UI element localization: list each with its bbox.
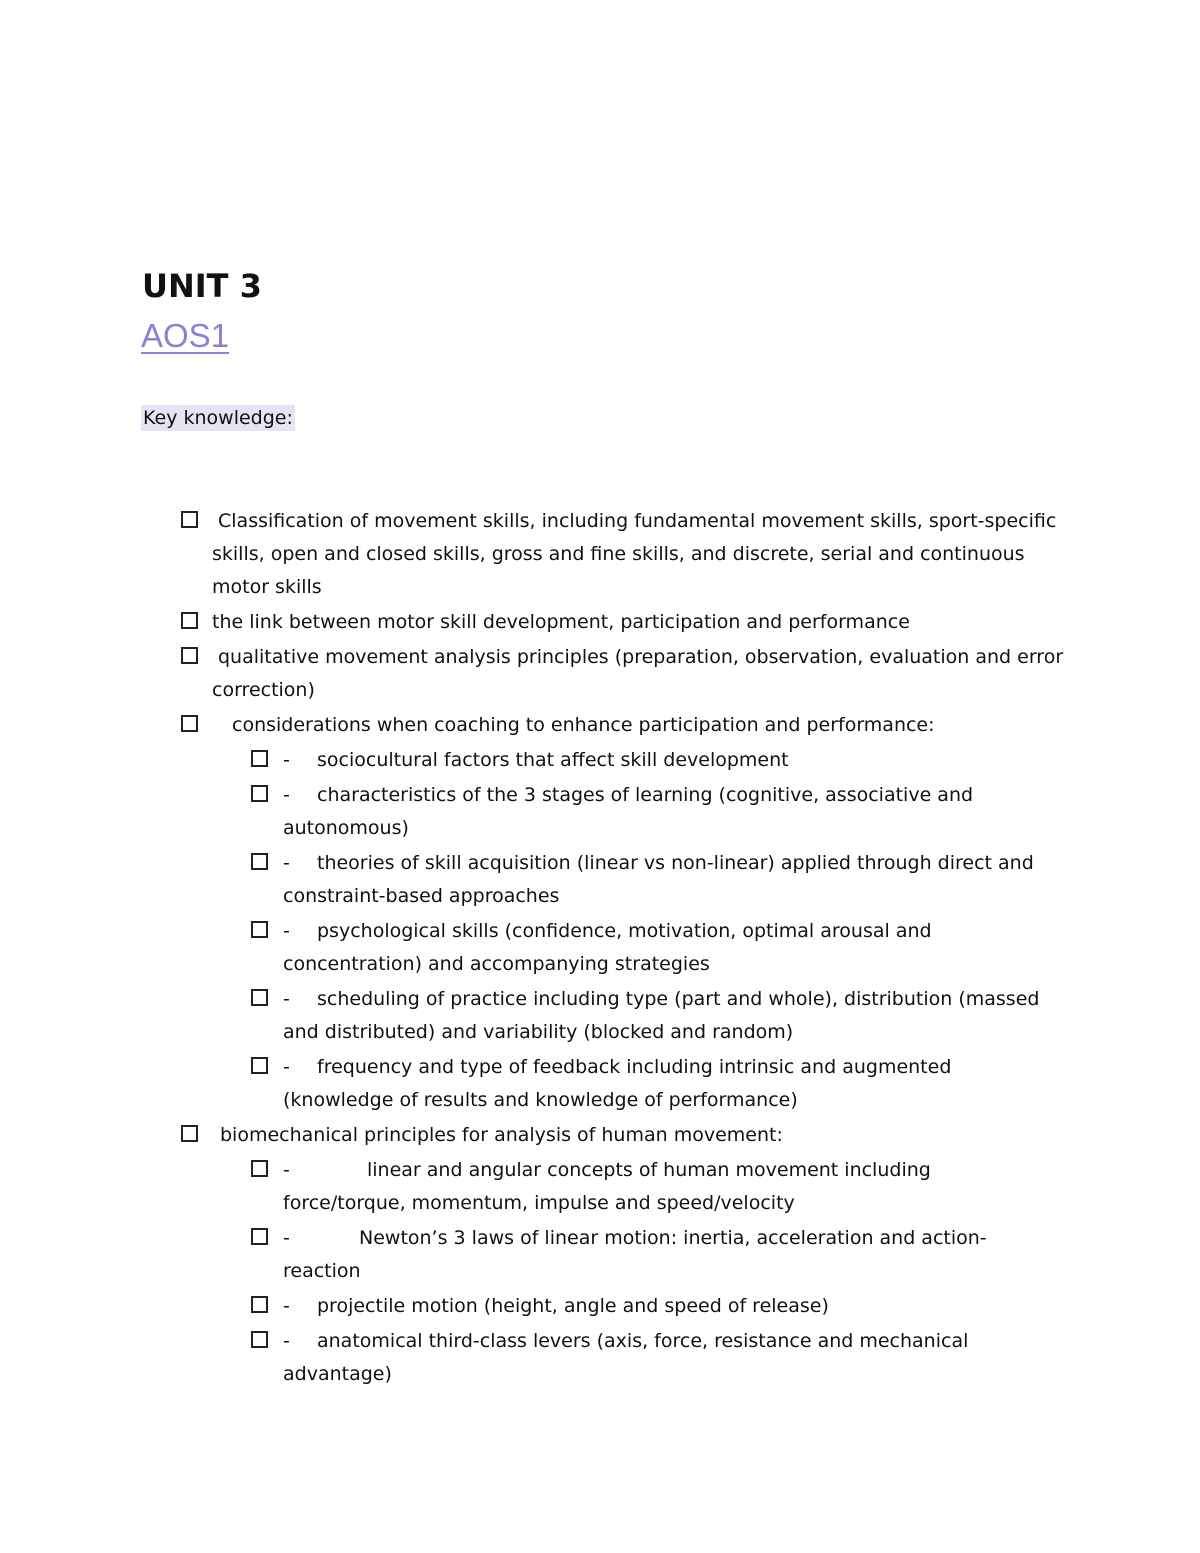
list-item-text: Classification of movement skills, including fundamental movement skills, sport-specific skills, open and closed skills, gross and fine skills, and discrete, serial and continuous motor skills: [212, 510, 1057, 598]
list-subitem: [0, 1154, 1053, 1220]
list-item: [0, 1119, 1072, 1152]
dash-marker: -: [283, 749, 290, 771]
dash-marker: -: [283, 1227, 290, 1249]
list-item-text: psychological skills (confidence, motivation, optimal arousal and concentration) and accompanying strategies: [283, 920, 932, 975]
checkbox-icon[interactable]: [251, 989, 268, 1006]
list-item-text: linear and angular concepts of human movement including force/torque, momentum, impulse and speed/velocity: [283, 1159, 931, 1214]
checkbox-icon[interactable]: [251, 853, 268, 870]
aos-heading: AOS1: [141, 317, 230, 354]
list-item: [0, 606, 1072, 639]
key-knowledge-list: [0, 505, 1200, 1393]
list-item-text: scheduling of practice including type (part and whole), distribution (massed and distributed) and variability (blocked and random): [283, 988, 1040, 1043]
list-item-text: sociocultural factors that affect skill development: [317, 749, 789, 771]
checkbox-icon[interactable]: [251, 1228, 268, 1245]
list-item: [0, 505, 1072, 604]
list-subitem: [0, 1290, 1053, 1323]
list-item-text: theories of skill acquisition (linear vs non-linear) applied through direct and constraint-based approaches: [283, 852, 1034, 907]
list-item-text: anatomical third-class levers (axis, force, resistance and mechanical advantage): [283, 1330, 969, 1385]
dash-marker: -: [283, 920, 290, 942]
dash-marker: -: [283, 1295, 290, 1317]
list-item-text: the link between motor skill development, participation and performance: [212, 611, 910, 633]
checkbox-icon[interactable]: [251, 1296, 268, 1313]
unit-heading: UNIT 3: [142, 267, 262, 305]
list-item-text: characteristics of the 3 stages of learning (cognitive, associative and autonomous): [283, 784, 974, 839]
list-subitem: [0, 1325, 1053, 1391]
checkbox-icon[interactable]: [251, 921, 268, 938]
list-item-text: projectile motion (height, angle and speed of release): [317, 1295, 829, 1317]
list-item-text: considerations when coaching to enhance participation and performance:: [232, 714, 935, 736]
list-item: [0, 641, 1072, 707]
key-knowledge-label: Key knowledge:: [143, 407, 293, 429]
list-subitem: [0, 847, 1053, 913]
dash-marker: -: [283, 852, 290, 874]
list-subitem: [0, 744, 1053, 777]
dash-marker: -: [283, 988, 290, 1010]
list-subitem: [0, 983, 1053, 1049]
list-item-text: Newton’s 3 laws of linear motion: inertia, acceleration and action-reaction: [283, 1227, 987, 1282]
checkbox-icon[interactable]: [181, 715, 198, 732]
dash-marker: -: [283, 1056, 290, 1078]
list-item-text: biomechanical principles for analysis of human movement:: [220, 1124, 783, 1146]
checkbox-icon[interactable]: [251, 1160, 268, 1177]
checkbox-icon[interactable]: [251, 1057, 268, 1074]
checkbox-icon[interactable]: [181, 612, 198, 629]
checkbox-icon[interactable]: [251, 750, 268, 767]
list-item: [0, 709, 1072, 742]
list-subitem: [0, 1051, 1053, 1117]
list-subitem: [0, 915, 1053, 981]
checkbox-icon[interactable]: [251, 1331, 268, 1348]
list-subitem: [0, 1222, 1053, 1288]
checkbox-icon[interactable]: [181, 1125, 198, 1142]
dash-marker: -: [283, 784, 290, 806]
checkbox-icon[interactable]: [251, 785, 268, 802]
checkbox-icon[interactable]: [181, 511, 198, 528]
checkbox-icon[interactable]: [181, 647, 198, 664]
dash-marker: -: [283, 1159, 290, 1181]
list-subitem: [0, 779, 1053, 845]
dash-marker: -: [283, 1330, 290, 1352]
list-item-text: frequency and type of feedback including intrinsic and augmented (knowledge of results and knowledge of performance): [283, 1056, 952, 1111]
list-item-text: qualitative movement analysis principles (preparation, observation, evaluation and error correction): [212, 646, 1064, 701]
